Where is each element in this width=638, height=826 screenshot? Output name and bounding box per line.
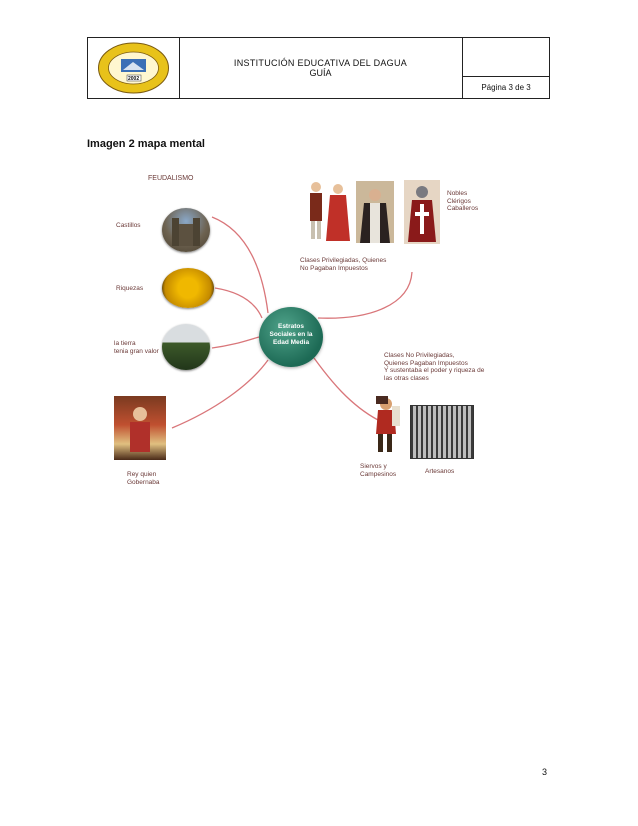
center-line3: Edad Media <box>272 339 310 346</box>
siervos-label <box>360 463 396 478</box>
rey-label-line2: Gobernaba <box>127 478 160 486</box>
institution-name: INSTITUCIÓN EDUCATIVA DEL DAGUA <box>233 58 408 68</box>
connector-castillos <box>212 217 268 313</box>
center-line2: Sociales en la <box>269 331 313 338</box>
castillos-label: Castillos <box>116 222 141 229</box>
tierra-label <box>114 340 159 355</box>
peasant-image <box>370 392 402 456</box>
non-privileged-line3: Y sustentaba el poder y riqueza de <box>384 367 485 374</box>
tierra-label-line2: tenia gran valor <box>114 347 159 355</box>
connector-rey <box>172 360 268 428</box>
non-privileged-line2: Quienes Pagaban Impuestos <box>384 359 468 367</box>
castle-image <box>162 208 210 252</box>
nobles-line2: Clérigos <box>447 197 471 205</box>
connector-privilegiadas <box>318 272 412 318</box>
non-privileged-line1: Clases No Privilegiadas, <box>384 352 455 359</box>
privileged-line1: Clases Privilegiadas, Quienes <box>300 257 387 264</box>
central-node <box>259 307 323 367</box>
nobles-label <box>447 190 478 213</box>
connector-riquezas <box>215 288 262 318</box>
riches-image <box>162 268 214 308</box>
artisans-image <box>410 405 474 459</box>
knight-image <box>404 180 440 244</box>
non-privileged-line4: las otras clases <box>384 374 429 382</box>
guide-label: GUÍA <box>309 68 332 78</box>
land-image <box>162 324 210 370</box>
noble-figures-image <box>304 177 350 243</box>
feudalismo-label: FEUDALISMO <box>148 175 194 182</box>
siervos-line2: Campesinos <box>360 470 397 478</box>
connector-tierra <box>212 337 259 348</box>
nobles-line3: Caballeros <box>447 205 479 212</box>
privileged-label <box>300 257 386 272</box>
privileged-line2: No Pagaban Impuestos <box>300 264 368 272</box>
artesanos-label: Artesanos <box>425 468 455 475</box>
page-indicator: Página 3 de 3 <box>481 83 531 92</box>
cleric-image <box>356 181 394 243</box>
non-privileged-label <box>384 352 484 382</box>
tierra-label-line1: la tierra <box>114 340 136 347</box>
rey-label-line1: Rey quien <box>127 471 157 478</box>
image-caption: Imagen 2 mapa mental <box>87 138 205 150</box>
riquezas-label: Riquezas <box>116 285 144 292</box>
siervos-line1: Siervos y <box>360 463 387 470</box>
rey-label <box>127 471 160 486</box>
king-image <box>114 396 166 460</box>
nobles-line1: Nobles <box>447 190 468 197</box>
page-number: 3 <box>542 767 548 777</box>
logo-year: 2002 <box>128 76 140 82</box>
center-line1: Estratos <box>277 323 304 330</box>
connector-no-privilegiadas <box>314 358 378 420</box>
